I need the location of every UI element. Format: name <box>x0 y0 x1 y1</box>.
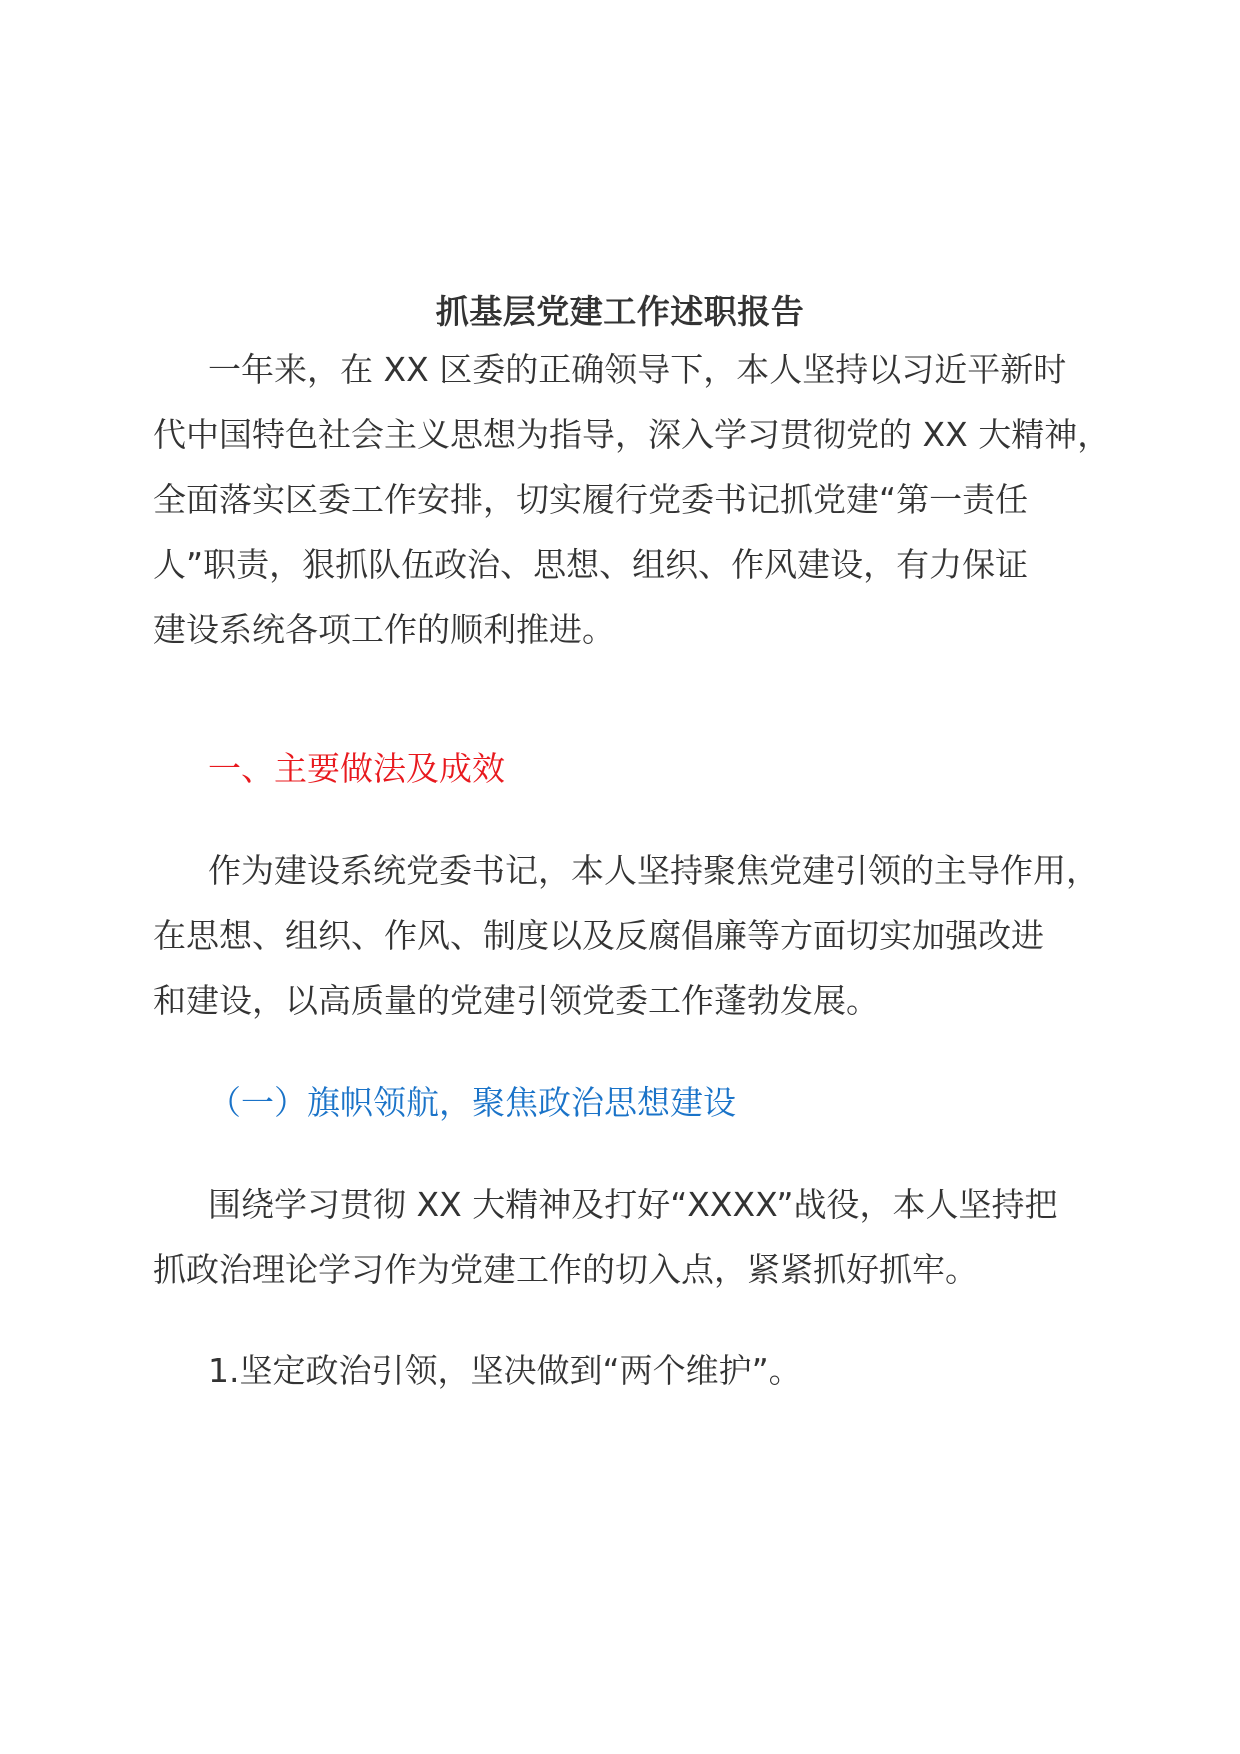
paragraph-line: 围绕学习贯彻 XX 大精神及打好“XXXX”战役，本人坚持把 <box>208 1185 1058 1224</box>
document-title: 抓基层党建工作述职报告 <box>435 292 805 331</box>
subsection-heading: （一）旗帜领航，聚焦政治思想建设 <box>208 1083 736 1122</box>
paragraph-line: 抓政治理论学习作为党建工作的切入点，紧紧抓好抓牢。 <box>153 1250 978 1289</box>
section-heading: 一、主要做法及成效 <box>208 749 505 788</box>
section1-paragraph <box>153 838 1099 1033</box>
paragraph-line: 作为建设系统党委书记，本人坚持聚焦党建引领的主导作用， <box>208 851 1099 890</box>
paragraph-line: 和建设，以高质量的党建引领党委工作蓬勃发展。 <box>153 981 879 1020</box>
paragraph-line: 在思想、组织、作风、制度以及反腐倡廉等方面切实加强改进 <box>153 916 1044 955</box>
paragraph-line: 全面落实区委工作安排，切实履行党委书记抓党建“第一责任 <box>153 480 1029 519</box>
paragraph-line: 建设系统各项工作的顺利推进。 <box>153 610 615 649</box>
intro-paragraph <box>153 337 1110 662</box>
paragraph-line: 人”职责，狠抓队伍政治、思想、组织、作风建设，有力保证 <box>153 545 1029 584</box>
paragraph-line: 一年来，在 XX 区委的正确领导下，本人坚持以习近平新时 <box>208 350 1067 389</box>
paragraph-line: 代中国特色社会主义思想为指导，深入学习贯彻党的 XX 大精神， <box>153 415 1111 454</box>
subsection1-paragraph <box>153 1172 1057 1302</box>
list-item: 1.坚定政治引领，坚决做到“两个维护”。 <box>208 1351 802 1390</box>
